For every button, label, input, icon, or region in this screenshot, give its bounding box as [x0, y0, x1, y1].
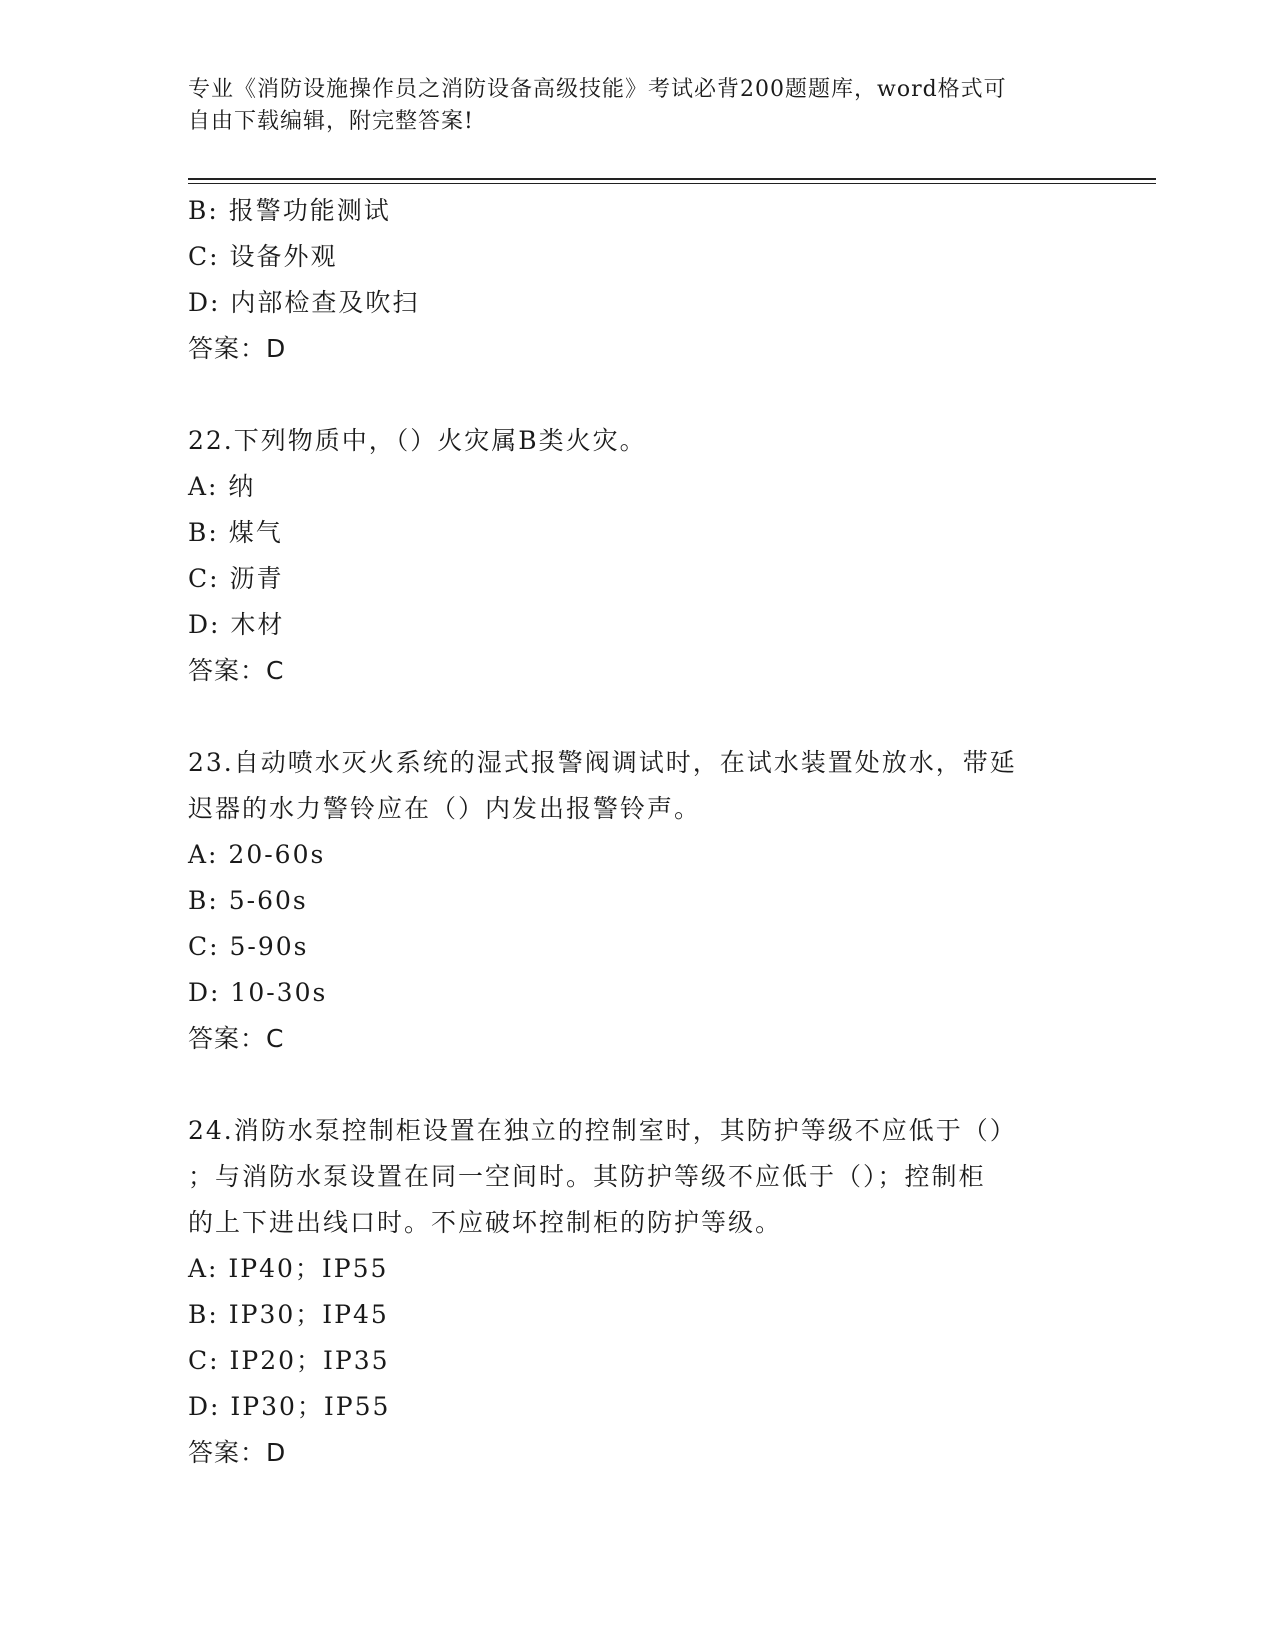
option-c: C: 5-90s [188, 932, 309, 961]
option-a: A: 纳 [188, 472, 256, 501]
question-23 [188, 740, 1088, 1062]
answer: 答案：C [188, 656, 285, 685]
question-21-continued [188, 188, 1088, 372]
question-stem: 23.自动喷水灭火系统的湿式报警阀调试时，在试水装置处放水，带延 [188, 748, 1017, 777]
question-stem: ；与消防水泵设置在同一空间时。其防护等级不应低于（）；控制柜 [188, 1162, 986, 1191]
answer: 答案：D [188, 1438, 287, 1467]
question-list [188, 188, 1088, 1476]
option-d: D: 木材 [188, 610, 285, 639]
answer: 答案：C [188, 1024, 285, 1053]
option-c: C: 沥青 [188, 564, 284, 593]
option-b: B: 煤气 [188, 518, 283, 547]
spacer [188, 1062, 1088, 1108]
header-line-2: 自由下载编辑，附完整答案! [188, 109, 474, 134]
option-b: B: 5-60s [188, 886, 308, 915]
option-d: D: 10-30s [188, 978, 328, 1007]
question-22 [188, 418, 1088, 694]
document-header [188, 74, 1088, 138]
option-b: B: IP30；IP45 [188, 1300, 389, 1329]
option-c: C: IP20；IP35 [188, 1346, 390, 1375]
option-a: A: IP40；IP55 [188, 1254, 389, 1283]
option-d: D: IP30；IP55 [188, 1392, 391, 1421]
spacer [188, 372, 1088, 418]
question-stem: 22.下列物质中，（）火灾属B类火灾。 [188, 426, 647, 455]
header-divider-thick [188, 178, 1156, 180]
option-a: A: 20-60s [188, 840, 326, 869]
question-stem: 的上下进出线口时。不应破坏控制柜的防护等级。 [188, 1208, 783, 1237]
header-divider-thin [188, 183, 1156, 184]
option-b: B: 报警功能测试 [188, 196, 391, 225]
spacer [188, 694, 1088, 740]
option-d: D: 内部检查及吹扫 [188, 288, 420, 317]
question-stem: 24.消防水泵控制柜设置在独立的控制室时，其防护等级不应低于（） [188, 1116, 1017, 1145]
question-stem: 迟器的水力警铃应在（）内发出报警铃声。 [188, 794, 702, 823]
header-line-1: 专业《消防设施操作员之消防设备高级技能》考试必背200题题库，word格式可 [188, 77, 1007, 102]
option-c: C: 设备外观 [188, 242, 338, 271]
answer: 答案：D [188, 334, 287, 363]
question-24 [188, 1108, 1088, 1476]
